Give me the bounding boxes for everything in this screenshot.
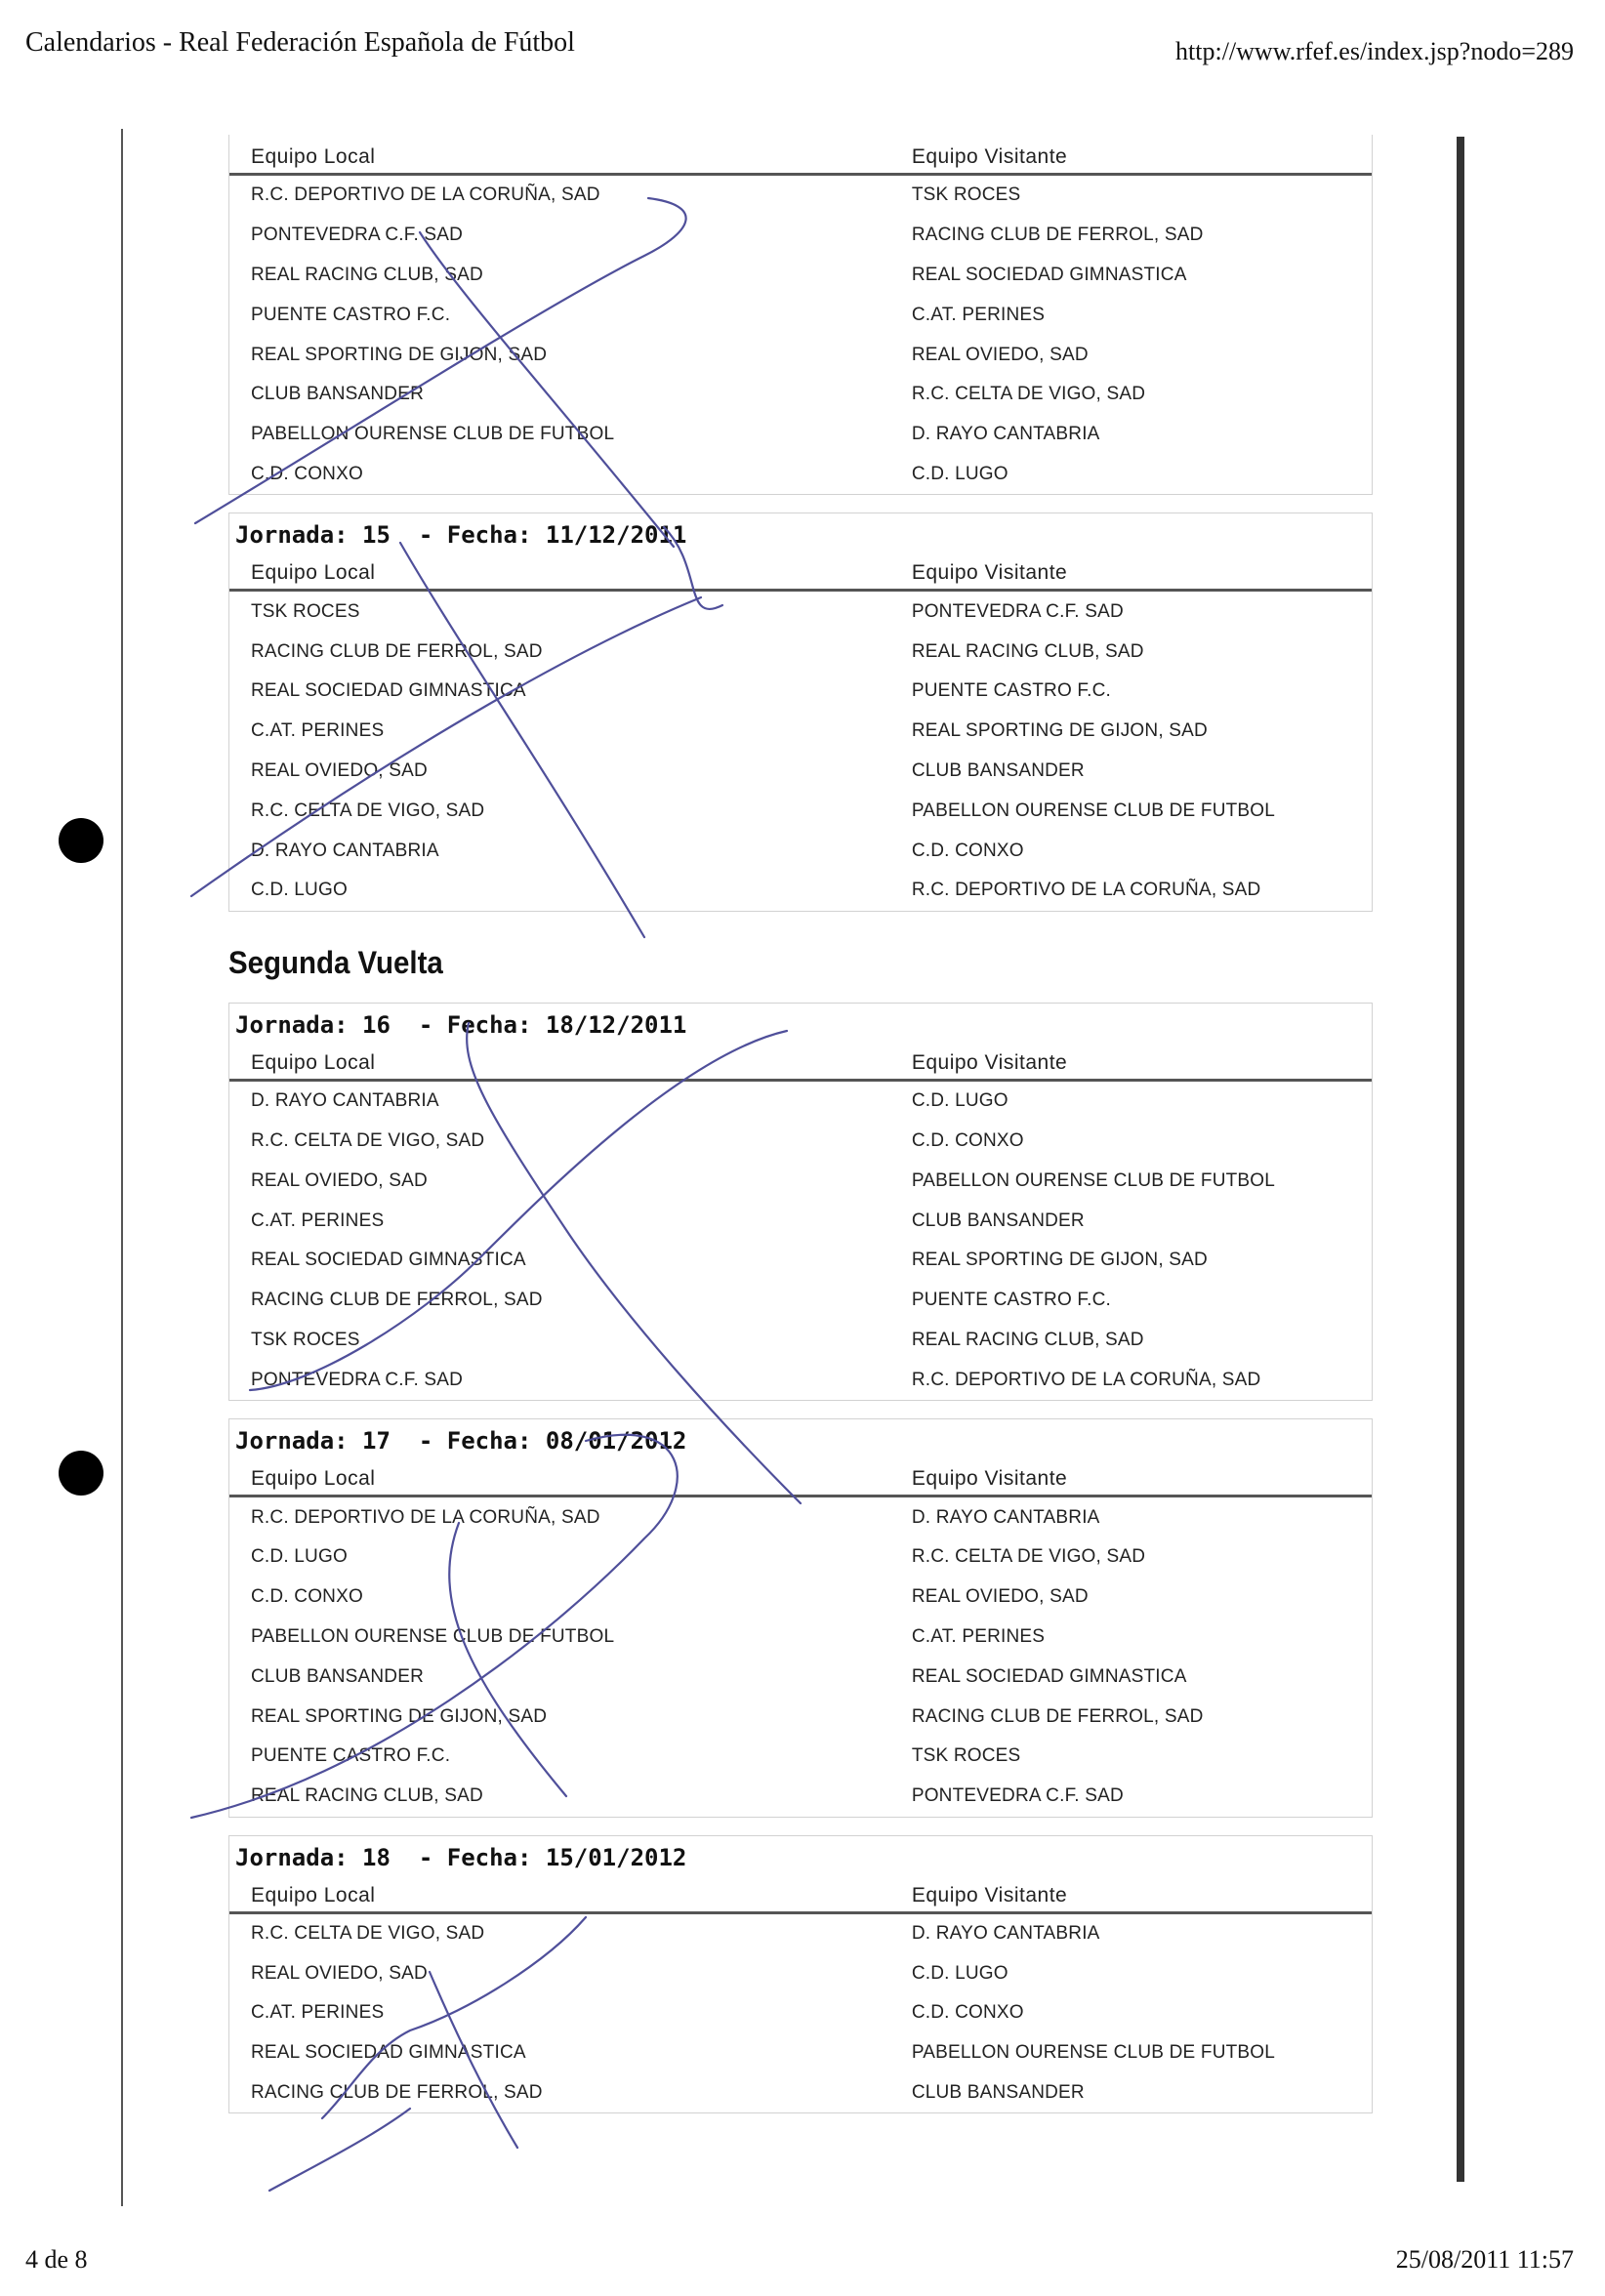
team-local: PONTEVEDRA C.F. SAD — [251, 225, 464, 246]
team-visitante: D. RAYO CANTABRIA — [911, 1506, 1100, 1528]
match-row — [229, 1122, 1372, 1162]
team-visitante: C.D. LUGO — [911, 463, 1008, 484]
team-visitante: D. RAYO CANTABRIA — [911, 424, 1100, 445]
match-row — [229, 791, 1372, 831]
print-header-title: Calendarios - Real Federación Española de Fútbol — [25, 27, 575, 58]
jornada-block — [228, 1003, 1373, 1401]
match-row — [229, 2073, 1372, 2113]
team-local: PONTEVEDRA C.F. SAD — [251, 1369, 464, 1390]
print-footer-datetime: 25/08/2011 11:57 — [1395, 2245, 1574, 2274]
punch-hole — [59, 1451, 103, 1496]
match-row — [229, 592, 1372, 632]
team-visitante: R.C. DEPORTIVO DE LA CORUÑA, SAD — [911, 880, 1261, 901]
match-row — [229, 1241, 1372, 1281]
column-header-row — [229, 551, 1372, 592]
team-local: D. RAYO CANTABRIA — [251, 1090, 439, 1112]
team-visitante: RACING CLUB DE FERROL, SAD — [911, 225, 1204, 246]
team-local: RACING CLUB DE FERROL, SAD — [251, 640, 543, 662]
match-row — [229, 1777, 1372, 1817]
team-local: PABELLON OURENSE CLUB DE FUTBOL — [251, 1625, 615, 1647]
team-visitante: REAL RACING CLUB, SAD — [911, 1329, 1144, 1350]
match-row — [229, 672, 1372, 712]
match-row — [229, 375, 1372, 415]
match-row — [229, 2033, 1372, 2073]
column-header-visitante: Equipo Visitante — [911, 561, 1068, 585]
column-header-row — [229, 1456, 1372, 1497]
team-visitante: D. RAYO CANTABRIA — [911, 1922, 1100, 1944]
column-header-visitante: Equipo Visitante — [911, 1467, 1068, 1491]
team-local: RACING CLUB DE FERROL, SAD — [251, 1290, 543, 1311]
jornada-block — [228, 1835, 1373, 2114]
team-local: REAL SPORTING DE GIJON, SAD — [251, 1705, 548, 1727]
team-local: C.AT. PERINES — [251, 2002, 385, 2024]
match-row — [229, 752, 1372, 792]
match-row — [229, 176, 1372, 216]
match-row — [229, 1360, 1372, 1400]
column-header-local: Equipo Local — [251, 561, 376, 585]
match-row — [229, 295, 1372, 335]
team-visitante: REAL SPORTING DE GIJON, SAD — [911, 720, 1208, 742]
team-visitante: PONTEVEDRA C.F. SAD — [911, 600, 1124, 622]
team-visitante: REAL OVIEDO, SAD — [911, 1586, 1089, 1608]
match-row — [229, 1657, 1372, 1697]
match-row — [229, 256, 1372, 296]
left-margin-rule — [121, 129, 123, 2206]
team-visitante: PABELLON OURENSE CLUB DE FUTBOL — [911, 800, 1276, 821]
team-visitante: RACING CLUB DE FERROL, SAD — [911, 1705, 1204, 1727]
column-header-local: Equipo Local — [251, 1050, 376, 1074]
team-local: C.AT. PERINES — [251, 1210, 385, 1231]
team-local: REAL OVIEDO, SAD — [251, 1962, 428, 1984]
team-visitante: TSK ROCES — [911, 184, 1021, 206]
match-row — [229, 831, 1372, 871]
jornada-block — [228, 1418, 1373, 1817]
team-visitante: REAL RACING CLUB, SAD — [911, 640, 1144, 662]
match-row — [229, 1737, 1372, 1777]
team-local: PUENTE CASTRO F.C. — [251, 1745, 451, 1767]
column-header-visitante: Equipo Visitante — [911, 1883, 1068, 1906]
team-local: R.C. CELTA DE VIGO, SAD — [251, 1129, 485, 1151]
column-header-visitante: Equipo Visitante — [911, 1050, 1068, 1074]
punch-hole — [59, 818, 103, 863]
jornada-block — [228, 512, 1373, 911]
team-local: REAL SOCIEDAD GIMNASTICA — [251, 2042, 526, 2064]
match-row — [229, 1953, 1372, 1993]
team-local: REAL SOCIEDAD GIMNASTICA — [251, 680, 526, 702]
team-visitante: REAL SPORTING DE GIJON, SAD — [911, 1250, 1208, 1271]
team-visitante: REAL OVIEDO, SAD — [911, 344, 1089, 365]
team-local: R.C. DEPORTIVO DE LA CORUÑA, SAD — [251, 184, 600, 206]
print-footer-page: 4 de 8 — [25, 2245, 88, 2274]
team-local: C.D. LUGO — [251, 1546, 348, 1568]
jornada-title: Jornada: 17 - Fecha: 08/01/2012 — [235, 1427, 687, 1456]
team-local: REAL OVIEDO, SAD — [251, 759, 428, 781]
team-visitante: CLUB BANSANDER — [911, 2082, 1085, 2104]
match-row — [229, 1618, 1372, 1658]
match-row — [229, 1914, 1372, 1954]
team-local: REAL SPORTING DE GIJON, SAD — [251, 344, 548, 365]
column-header-local: Equipo Local — [251, 1467, 376, 1491]
team-local: TSK ROCES — [251, 600, 360, 622]
jornada-block — [228, 135, 1373, 495]
team-local: PABELLON OURENSE CLUB DE FUTBOL — [251, 424, 615, 445]
jornada-title: Jornada: 18 - Fecha: 15/01/2012 — [235, 1843, 687, 1871]
team-local: CLUB BANSANDER — [251, 1665, 425, 1687]
team-local: REAL RACING CLUB, SAD — [251, 1785, 483, 1807]
team-visitante: PONTEVEDRA C.F. SAD — [911, 1785, 1124, 1807]
match-row — [229, 1578, 1372, 1618]
team-visitante: PABELLON OURENSE CLUB DE FUTBOL — [911, 1169, 1276, 1191]
team-visitante: R.C. CELTA DE VIGO, SAD — [911, 1546, 1146, 1568]
team-visitante: C.D. CONXO — [911, 1129, 1024, 1151]
team-visitante: REAL SOCIEDAD GIMNASTICA — [911, 264, 1187, 285]
match-row — [229, 335, 1372, 375]
print-header-url: http://www.rfef.es/index.jsp?nodo=289 — [1175, 37, 1574, 65]
match-row — [229, 871, 1372, 911]
team-visitante: R.C. DEPORTIVO DE LA CORUÑA, SAD — [911, 1369, 1261, 1390]
jornada-title: Jornada: 15 - Fecha: 11/12/2011 — [235, 521, 687, 550]
team-local: RACING CLUB DE FERROL, SAD — [251, 2082, 543, 2104]
right-margin-rule — [1457, 137, 1464, 2182]
team-local: C.D. LUGO — [251, 880, 348, 901]
match-row — [229, 1201, 1372, 1241]
team-local: C.AT. PERINES — [251, 720, 385, 742]
team-local: PUENTE CASTRO F.C. — [251, 304, 451, 325]
column-header-row — [229, 1873, 1372, 1914]
team-visitante: C.D. CONXO — [911, 840, 1024, 861]
column-header-row — [229, 1041, 1372, 1082]
team-local: REAL RACING CLUB, SAD — [251, 264, 483, 285]
team-visitante: PABELLON OURENSE CLUB DE FUTBOL — [911, 2042, 1276, 2064]
team-local: TSK ROCES — [251, 1329, 360, 1350]
team-local: R.C. DEPORTIVO DE LA CORUÑA, SAD — [251, 1506, 600, 1528]
match-row — [229, 1161, 1372, 1201]
column-header-row — [229, 135, 1372, 176]
team-visitante: TSK ROCES — [911, 1745, 1021, 1767]
team-visitante: C.D. CONXO — [911, 2002, 1024, 2024]
team-local: R.C. CELTA DE VIGO, SAD — [251, 800, 485, 821]
match-row — [229, 455, 1372, 495]
team-visitante: C.AT. PERINES — [911, 1625, 1046, 1647]
team-visitante: C.AT. PERINES — [911, 304, 1046, 325]
team-local: C.D. CONXO — [251, 463, 363, 484]
match-row — [229, 1993, 1372, 2033]
match-row — [229, 1321, 1372, 1361]
match-row — [229, 1697, 1372, 1737]
team-local: REAL SOCIEDAD GIMNASTICA — [251, 1250, 526, 1271]
match-row — [229, 1497, 1372, 1538]
match-row — [229, 1538, 1372, 1578]
column-header-local: Equipo Local — [251, 145, 376, 168]
team-local: R.C. CELTA DE VIGO, SAD — [251, 1922, 485, 1944]
team-visitante: C.D. LUGO — [911, 1962, 1008, 1984]
team-local: C.D. CONXO — [251, 1586, 363, 1608]
match-row — [229, 1082, 1372, 1122]
calendar-content — [228, 135, 1373, 2131]
team-local: CLUB BANSANDER — [251, 384, 425, 405]
section-heading-segunda-vuelta: Segunda Vuelta — [228, 944, 443, 980]
team-local: REAL OVIEDO, SAD — [251, 1169, 428, 1191]
team-visitante: CLUB BANSANDER — [911, 759, 1085, 781]
match-row — [229, 712, 1372, 752]
team-local: D. RAYO CANTABRIA — [251, 840, 439, 861]
column-header-local: Equipo Local — [251, 1883, 376, 1906]
team-visitante: CLUB BANSANDER — [911, 1210, 1085, 1231]
match-row — [229, 216, 1372, 256]
match-row — [229, 632, 1372, 672]
team-visitante: PUENTE CASTRO F.C. — [911, 1290, 1112, 1311]
team-visitante: R.C. CELTA DE VIGO, SAD — [911, 384, 1146, 405]
jornada-title: Jornada: 16 - Fecha: 18/12/2011 — [235, 1010, 687, 1039]
team-visitante: PUENTE CASTRO F.C. — [911, 680, 1112, 702]
team-visitante: C.D. LUGO — [911, 1090, 1008, 1112]
match-row — [229, 1281, 1372, 1321]
column-header-visitante: Equipo Visitante — [911, 145, 1068, 168]
team-visitante: REAL SOCIEDAD GIMNASTICA — [911, 1665, 1187, 1687]
match-row — [229, 415, 1372, 455]
